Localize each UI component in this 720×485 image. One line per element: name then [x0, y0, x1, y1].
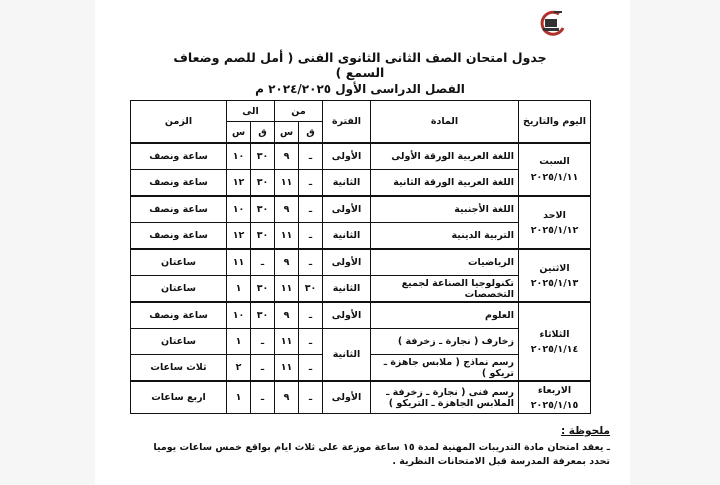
to-hour-cell: ١٢ [227, 223, 251, 250]
header-to-hour: س [227, 122, 251, 144]
notes-title: ملحوظة : [560, 425, 610, 437]
header-day-date: اليوم والتاريخ [519, 101, 591, 144]
subject-cell: اللغة العربية الورقة الثانية [371, 170, 519, 197]
subject-cell: تكنولوجيا الصناعة لجميع التخصصات [371, 276, 519, 303]
from-hour-cell: ١١ [275, 329, 299, 355]
header-to: الى [227, 101, 275, 122]
period-cell: الثانية [323, 170, 371, 197]
period-cell: الأولى [323, 302, 371, 329]
period-cell: الثانية [323, 329, 371, 382]
subject-cell: رسم نماذج ( ملابس جاهزة ـ تريكو ) [371, 355, 519, 382]
to-minute-cell: ٣٠ [251, 196, 275, 223]
period-cell: الأولى [323, 143, 371, 170]
to-minute-cell: ـ [251, 381, 275, 413]
duration-cell: ساعة ونصف [131, 143, 227, 170]
from-minute-cell: ـ [299, 223, 323, 250]
header-period: الفترة [323, 101, 371, 144]
header-from-minute: ق [299, 122, 323, 144]
from-hour-cell: ١١ [275, 355, 299, 382]
day-name: الثلاثاء [539, 328, 570, 340]
day-name: الاحد [543, 209, 566, 221]
to-hour-cell: ١ [227, 276, 251, 303]
day-name: الاثنين [539, 262, 570, 274]
period-cell: الأولى [323, 381, 371, 413]
header-row [131, 101, 591, 122]
from-minute-cell: ـ [299, 249, 323, 276]
to-minute-cell: ـ [251, 249, 275, 276]
subject-cell: التربية الدينية [371, 223, 519, 250]
table-row [131, 143, 591, 170]
to-minute-cell: ٣٠ [251, 143, 275, 170]
from-minute-cell: ـ [299, 381, 323, 413]
day-date: ٢٠٢٥/١/١٣ [530, 277, 579, 289]
day-date: ٢٠٢٥/١/١٥ [530, 399, 579, 411]
to-hour-cell: ١ [227, 329, 251, 355]
schedule-title: جدول امتحان الصف الثانى الثانوى الفنى ( أمل للصم وضعاف السمع ) [173, 50, 547, 80]
to-hour-cell: ١٠ [227, 196, 251, 223]
exam-schedule-table [130, 100, 591, 414]
from-minute-cell: ٣٠ [299, 276, 323, 303]
day-cell [519, 249, 591, 302]
term-subtitle: الفصل الدراسى الأول ٢٠٢٤/٢٠٢٥ م [255, 82, 465, 96]
duration-cell: ساعة ونصف [131, 196, 227, 223]
from-hour-cell: ١١ [275, 170, 299, 197]
duration-cell: اربع ساعات [131, 381, 227, 413]
day-date: ٢٠٢٥/١/١٤ [530, 343, 579, 355]
from-minute-cell: ـ [299, 329, 323, 355]
from-hour-cell: ٩ [275, 196, 299, 223]
period-cell: الثانية [323, 276, 371, 303]
from-minute-cell: ـ [299, 355, 323, 382]
duration-cell: ساعتان [131, 249, 227, 276]
to-minute-cell: ٣٠ [251, 302, 275, 329]
to-hour-cell: ١٠ [227, 143, 251, 170]
from-hour-cell: ٩ [275, 302, 299, 329]
period-cell: الأولى [323, 249, 371, 276]
day-cell [519, 143, 591, 196]
day-date: ٢٠٢٥/١/١١ [530, 171, 579, 183]
to-hour-cell: ١٢ [227, 170, 251, 197]
from-hour-cell: ١١ [275, 223, 299, 250]
to-hour-cell: ١٠ [227, 302, 251, 329]
ministry-logo-icon [535, 8, 567, 38]
to-minute-cell: ـ [251, 355, 275, 382]
from-hour-cell: ٩ [275, 143, 299, 170]
duration-cell: ساعتان [131, 276, 227, 303]
from-hour-cell: ١١ [275, 276, 299, 303]
day-cell [519, 381, 591, 413]
to-minute-cell: ـ [251, 329, 275, 355]
subject-cell: اللغة الأجنبية [371, 196, 519, 223]
from-minute-cell: ـ [299, 302, 323, 329]
to-minute-cell: ٣٠ [251, 276, 275, 303]
subject-cell: زخارف ( نجارة ـ زخرفة ) [371, 329, 519, 355]
header-from-hour: س [275, 122, 299, 144]
duration-cell: ساعة ونصف [131, 302, 227, 329]
header-duration: الزمن [131, 101, 227, 144]
subject-cell: اللغة العربية الورقة الأولى [371, 143, 519, 170]
to-minute-cell: ٣٠ [251, 170, 275, 197]
header-from: من [275, 101, 323, 122]
day-cell [519, 196, 591, 249]
to-hour-cell: ١١ [227, 249, 251, 276]
duration-cell: ثلاث ساعات [131, 355, 227, 382]
from-hour-cell: ٩ [275, 249, 299, 276]
table-row [131, 381, 591, 413]
day-date: ٢٠٢٥/١/١٢ [530, 224, 579, 236]
table-row [131, 196, 591, 223]
notes-body: ـ يعقد امتحان مادة التدريبات المهنية لمدة ١٥ ساعة موزعة على ثلاث ايام بواقع خمس ساعات يوميا تحدد بمعرفة المدرسة قبل الامتحانات النظرية . [153, 442, 610, 468]
duration-cell: ساعة ونصف [131, 223, 227, 250]
to-hour-cell: ٢ [227, 355, 251, 382]
to-hour-cell: ١ [227, 381, 251, 413]
from-minute-cell: ـ [299, 143, 323, 170]
subject-cell: رسم فنى ( نجارة ـ زخرفة ـ الملابس الجاهزة ـ التريكو ) [371, 381, 519, 413]
header-subject: المادة [371, 101, 519, 144]
subject-cell: الرياضيات [371, 249, 519, 276]
period-cell: الأولى [323, 196, 371, 223]
table-row [131, 302, 591, 329]
day-cell [519, 302, 591, 381]
to-minute-cell: ٣٠ [251, 223, 275, 250]
duration-cell: ساعة ونصف [131, 170, 227, 197]
header-to-minute: ق [251, 122, 275, 144]
day-name: الاربعاء [537, 384, 572, 396]
duration-cell: ساعتان [131, 329, 227, 355]
from-minute-cell: ـ [299, 196, 323, 223]
from-minute-cell: ـ [299, 170, 323, 197]
table-row [131, 249, 591, 276]
notes-section [130, 425, 610, 470]
period-cell: الثانية [323, 223, 371, 250]
day-name: السبت [539, 156, 570, 168]
subject-cell: العلوم [371, 302, 519, 329]
from-hour-cell: ٩ [275, 381, 299, 413]
